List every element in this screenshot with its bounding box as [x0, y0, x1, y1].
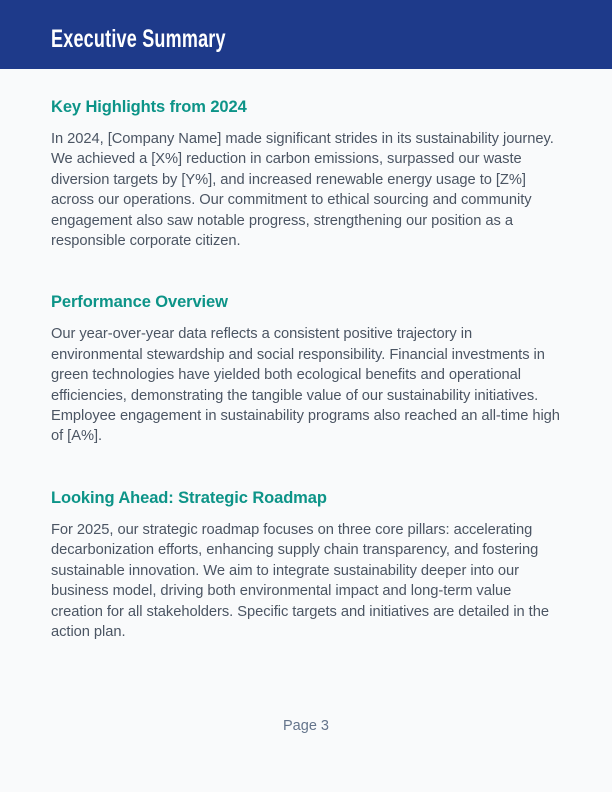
section-key-highlights — [51, 98, 562, 251]
page-content — [0, 98, 612, 642]
section-heading-performance-overview: Performance Overview — [51, 293, 228, 312]
section-body-performance-overview: Our year-over-year data reflects a consistent positive trajectory in environmental stewardship and social responsibility. Financial investments in green technologies have yielded both ecological benefits and operational efficiencies, demonstrating the tangible value of our sustainability initiatives. Employee engagement in sustainability programs also reached an all-time high of [A%]. — [51, 326, 560, 445]
page-header — [0, 0, 612, 69]
page-title: Executive Summary — [51, 24, 226, 53]
page-number: Page 3 — [283, 718, 329, 734]
section-heading-key-highlights: Key Highlights from 2024 — [51, 98, 247, 116]
section-body-key-highlights: In 2024, [Company Name] made significant strides in its sustainability journey. We achieved a [X%] reduction in carbon emissions, surpassed our waste diversion targets by [Y%], and increased renewable energy usage to [Z%] across our operations. Our commitment to ethical sourcing and community engagement also saw notable progress, strengthening our position as a responsible corporate citizen. — [51, 131, 554, 250]
section-body-looking-ahead: For 2025, our strategic roadmap focuses on three core pillars: accelerating decarbonization efforts, enhancing supply chain transparency, and fostering sustainable innovation. We aim to integrate sustainability deeper into our business model, driving both environmental impact and long-term value creation for all stakeholders. Specific targets and initiatives are detailed in the action plan. — [51, 521, 549, 640]
section-looking-ahead — [51, 489, 562, 642]
section-performance-overview — [51, 293, 562, 446]
section-heading-looking-ahead: Looking Ahead: Strategic Roadmap — [51, 488, 327, 507]
